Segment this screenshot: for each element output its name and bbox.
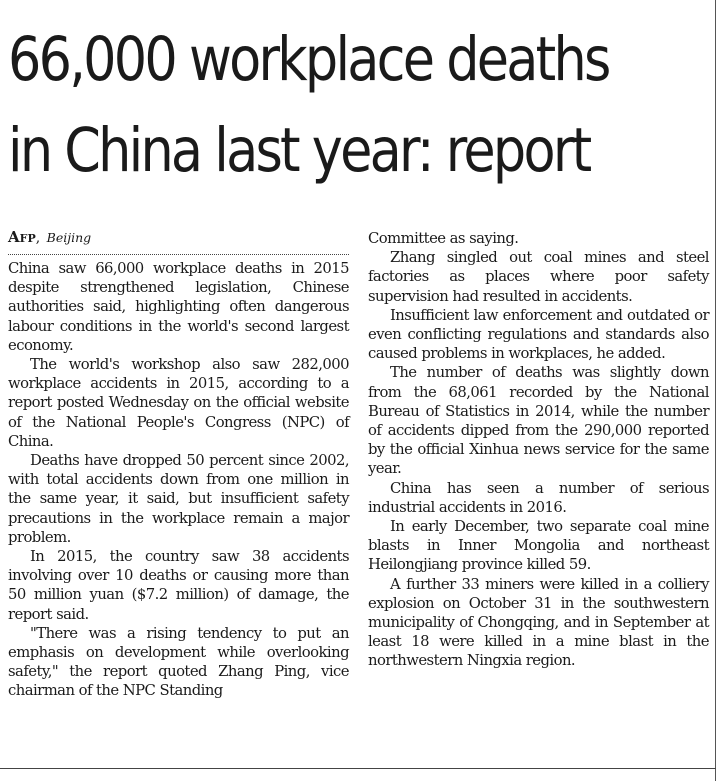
- paragraph: China saw 66,000 workplace deaths in 2015 despite strengthened legislation, Chinese authorities said, highlighting often dangerous labour conditions in the world's second largest economy.: [8, 260, 349, 354]
- paragraph: The number of deaths was slightly down from the 68,061 recorded by the National Bureau of Statistics in 2014, while the number of accidents dipped from the 290,000 reported by the official Xinhua news service for the same year.: [368, 364, 709, 478]
- left-column: [8, 226, 349, 701]
- paragraph: A further 33 miners were killed in a colliery explosion on October 31 in the southwestern municipality of Chongqing, and in September at least 18 were killed in a mine blast in the northwestern Ningxia region.: [368, 575, 709, 670]
- byline-comma: ,: [35, 230, 41, 246]
- byline-place: Beijing: [46, 230, 92, 245]
- paragraph: Committee as saying.: [368, 230, 519, 247]
- byline: [8, 226, 349, 248]
- byline-agency: Afp: [8, 228, 36, 246]
- bottom-rule: [0, 768, 716, 769]
- paragraph: In early December, two separate coal mine blasts in Inner Mongolia and northeast Heilongjiang province killed 59.: [368, 518, 709, 574]
- byline-divider: [8, 254, 349, 255]
- paragraph: Insufficient law enforcement and outdated or even conflicting regulations and standards also caused problems in workplaces, he added.: [368, 306, 709, 363]
- paragraph: Deaths have dropped 50 percent since 2002, with total accidents down from one million in the same year, it said, but insufficient safety precautions in the workplace remain a major problem.: [8, 452, 349, 546]
- paragraph: "There was a rising tendency to put an emphasis on development while overlooking safety," the report quoted Zhang Ping, vice chairman of the NPC Standing: [8, 624, 349, 700]
- column-rule-right: [715, 0, 716, 781]
- headline: [8, 14, 610, 196]
- paragraph: China has seen a number of serious industrial accidents in 2016.: [368, 479, 709, 516]
- headline-line-1: 66,000 workplace deaths: [8, 24, 609, 95]
- headline-line-2: in China last year: report: [8, 115, 590, 186]
- paragraph: Zhang singled out coal mines and steel factories as places where poor safety supervision had resulted in accidents.: [368, 249, 709, 305]
- right-column: [368, 229, 709, 671]
- paragraph: The world's workshop also saw 282,000 workplace accidents in 2015, according to a report posted Wednesday on the official website of the National People's Congress (NPC) of China.: [8, 356, 349, 450]
- paragraph: In 2015, the country saw 38 accidents involving over 10 deaths or causing more than 50 million yuan ($7.2 million) of damage, the report said.: [8, 548, 349, 623]
